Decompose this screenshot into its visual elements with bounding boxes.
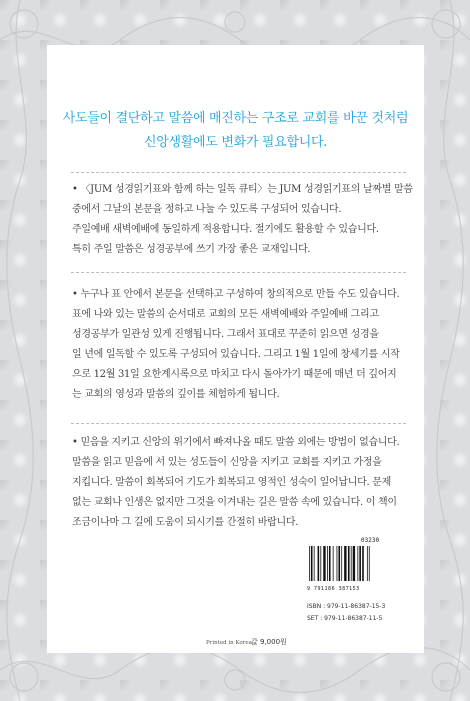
barcode-bar <box>348 546 350 581</box>
barcode-bar <box>367 546 368 581</box>
barcode-bar <box>353 546 355 581</box>
barcode-bar <box>309 546 310 581</box>
section-3-line: 없는 교회나 인생은 없지만 그것을 이겨내는 길은 말씀 속에 있습니다. 이 책이 <box>72 497 397 508</box>
section-2-line: 표에 나와 있는 말씀의 순서대로 교회의 모든 새벽예배와 주일예배 그리고 <box>72 309 379 320</box>
barcode-bar <box>362 546 364 581</box>
section-1-line: • 〈JUM 성경읽기표와 함께 하는 일독 큐티〉는 JUM 성경읽기표의 날짜별 말씀 <box>72 184 413 195</box>
headline <box>47 107 424 155</box>
barcode-bar <box>311 546 313 581</box>
barcode-bar <box>329 546 331 581</box>
section-2 <box>72 285 407 405</box>
section-3-line: 조금이나마 그 길에 도움이 되시기를 간절히 바랍니다. <box>72 517 299 528</box>
section-3-line: 말씀을 읽고 믿음에 서 있는 성도들이 신앙을 지키고 교회를 지키고 가정을 <box>72 457 382 468</box>
section-1-line: 주일예배 새벽예배에 동일하게 적용합니다. 절기에도 활용할 수 있습니다. <box>72 224 379 235</box>
section-2-line: 는 교회의 영성과 말씀의 깊이를 체험하게 됩니다. <box>72 389 280 400</box>
barcode-bar <box>338 546 340 581</box>
barcode-bar <box>314 546 315 581</box>
barcode-bar <box>337 546 338 581</box>
barcode-bar <box>320 546 321 581</box>
section-3 <box>72 433 407 533</box>
divider-3 <box>71 423 406 424</box>
barcode-bars <box>307 545 389 583</box>
divider-2 <box>71 272 406 273</box>
section-2-line: • 누구나 표 안에서 본문을 선택하고 구성하여 창의적으로 만들 수도 있습니다. <box>72 289 400 300</box>
section-2-line: 성경공부가 일관성 있게 진행됩니다. 그래서 표대로 꾸준히 읽으면 성경을 <box>72 329 379 340</box>
section-3-line: • 믿음을 지키고 신앙의 위기에서 빠져나올 때도 말씀 외에는 방법이 없습니다. <box>72 437 400 448</box>
isbn-barcode <box>307 545 389 587</box>
barcode-bar <box>341 546 342 581</box>
printed-in-label: Printed in Korea <box>206 640 252 646</box>
barcode-bar <box>333 546 334 581</box>
barcode-bar <box>359 546 361 581</box>
price-label: 값 9,000원 <box>251 638 287 646</box>
barcode-bar <box>369 546 370 581</box>
barcode-bar <box>344 546 346 581</box>
divider-1 <box>71 172 406 173</box>
section-2-line: 으로 12월 31일 요한계시록으로 마치고 다시 돌아가기 때문에 매년 더 깊어지 <box>72 369 397 380</box>
barcode-bar <box>357 546 358 581</box>
section-1 <box>72 180 413 260</box>
barcode-bar <box>318 546 320 581</box>
section-1-line: 중에서 그날의 본문을 정하고 나눌 수 있도록 구성되어 있습니다. <box>72 204 342 215</box>
section-3-line: 지킵니다. 말씀이 회복되어 기도가 회복되고 영적인 성숙이 일어납니다. 문제 <box>72 477 391 488</box>
barcode-digits: 9 791186 387153 <box>307 586 360 592</box>
barcode-bar <box>323 546 325 581</box>
barcode-bar <box>327 546 328 581</box>
isbn-number: ISBN : 979-11-86387-15-3 <box>307 603 386 610</box>
section-1-line: 특히 주일 말씀은 성경공부에 쓰기 가장 좋은 교재입니다. <box>72 244 311 255</box>
set-isbn-number: SET : 979-11-86387-11-5 <box>307 615 383 622</box>
barcode-addon-number: 03230 <box>361 537 380 544</box>
section-2-line: 일 년에 일독할 수 있도록 구성되어 있습니다. 그리고 1월 1일에 창세기를 시작 <box>72 349 400 360</box>
headline-line-2: 신앙생활에도 변화가 필요합니다. <box>143 135 328 150</box>
headline-line-1: 사도들이 결단하고 말씀에 매진하는 구조로 교회를 바꾼 것처럼 <box>62 111 409 126</box>
barcode-bar <box>351 546 352 581</box>
